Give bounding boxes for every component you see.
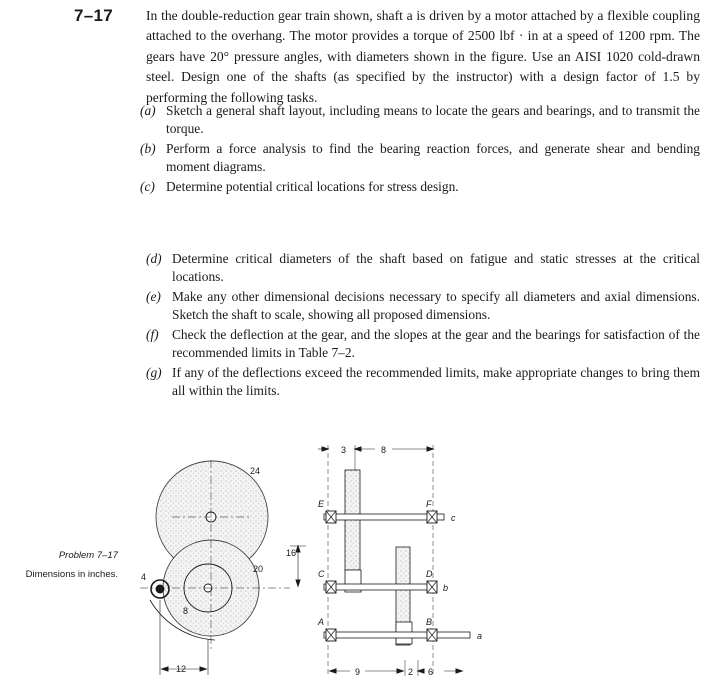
shaft-label-c: c (451, 513, 456, 523)
task-c (140, 178, 700, 196)
caption-title: Problem 7–17 (58, 550, 118, 561)
label-F: F (426, 499, 432, 509)
problem-number: 7–17 (74, 6, 114, 25)
shaft-mid (324, 584, 437, 590)
dim-20: 20 (253, 564, 264, 574)
dim-6: 6 (428, 667, 434, 677)
task-e (146, 288, 700, 324)
dim-16: 16 (286, 548, 297, 558)
label-C: C (318, 569, 325, 579)
task-list-part1 (140, 102, 700, 198)
task-label: (b) (140, 141, 156, 156)
dim-2: 2 (408, 667, 414, 677)
task-label: (d) (146, 251, 162, 266)
hub-small (156, 585, 164, 593)
dim-8: 8 (183, 606, 189, 616)
front-view (140, 460, 306, 675)
task-label: (c) (140, 179, 155, 194)
task-label: (f) (146, 327, 159, 342)
gear-train-figure (0, 430, 716, 688)
caption-note: Dimensions in inches. (25, 569, 118, 580)
dim-3: 3 (341, 445, 347, 455)
problem-statement: In the double-reduction gear train shown, shaft a is driven by a motor attached by a flexible coupling attached to the overhang. The motor provides a torque of 2500 lbf · in at a speed of 1200 rpm. The gears have 20° pressure angles, with diameters shown in the figure. Use an AISI 1020 cold-drawn steel. Design one of the shafts (as specified by the instructor) with a design factor of 1.5 by performing the following tasks. (146, 8, 700, 105)
task-f (146, 326, 700, 362)
task-text: If any of the deflections exceed the recommended limits, make appropriate changes to bring them all within the limits. (172, 365, 700, 398)
task-text: Determine potential critical locations for stress design. (166, 179, 459, 194)
dim-9: 9 (355, 667, 361, 677)
bearing-D (427, 581, 437, 593)
task-a (140, 102, 700, 138)
label-E: E (318, 499, 325, 509)
task-text: Make any other dimensional decisions necessary to specify all diameters and axial dimensions. Sketch the shaft to scale, showing all proposed dimensions. (172, 289, 700, 322)
dim-8-top: 8 (381, 445, 387, 455)
task-g (146, 364, 700, 400)
label-D: D (426, 569, 433, 579)
task-label: (e) (146, 289, 161, 304)
shaft-label-a: a (477, 631, 483, 641)
bearing-B (427, 629, 437, 641)
bearing-C (326, 581, 336, 593)
task-label: (a) (140, 103, 156, 118)
dim-24: 24 (250, 466, 261, 476)
task-label: (g) (146, 365, 162, 380)
task-text: Determine critical diameters of the shaft based on fatigue and static stresses at the critical locations. (172, 251, 700, 284)
task-list-part2 (146, 250, 700, 402)
task-text: Sketch a general shaft layout, including means to locate the gears and bearings, and to transmit the torque. (166, 103, 700, 136)
shaft-label-b: b (443, 583, 449, 593)
dim-12: 12 (176, 664, 187, 674)
label-B: B (426, 617, 433, 627)
shaft-bot (324, 632, 470, 638)
bearing-E (326, 511, 336, 523)
label-A: A (318, 617, 325, 627)
task-text: Perform a force analysis to find the bearing reaction forces, and generate shear and bending moment diagrams. (166, 141, 700, 174)
side-view (318, 445, 470, 676)
dim-4: 4 (141, 572, 147, 582)
task-b (140, 140, 700, 176)
shaft-top (324, 514, 444, 520)
bearing-A (326, 629, 336, 641)
bearing-F (427, 511, 437, 523)
task-text: Check the deflection at the gear, and the slopes at the gear and the bearings for satisfaction of the recommended limits in Table 7–2. (172, 327, 700, 360)
task-d (146, 250, 700, 286)
